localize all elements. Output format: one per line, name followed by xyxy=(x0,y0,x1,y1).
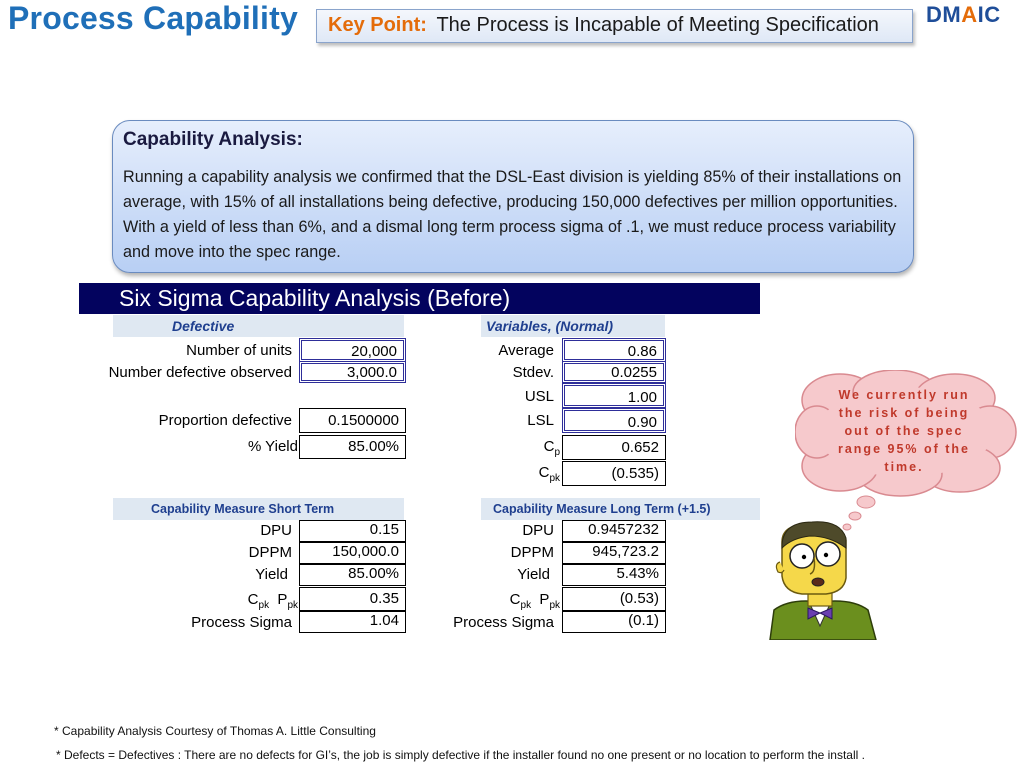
key-point-banner xyxy=(316,9,913,43)
lsl-label: LSL xyxy=(527,412,554,429)
stdev-value: 0.0255 xyxy=(562,361,666,383)
lt-yield-value: 5.43% xyxy=(562,564,666,586)
yield-value: 85.00% xyxy=(299,435,406,459)
lt-cpk-value: (0.53) xyxy=(562,587,666,611)
page-title: Process Capability xyxy=(8,0,298,36)
cpk-label: $C_{pk}$ xyxy=(538,464,560,484)
capability-analysis-box xyxy=(112,120,914,273)
cp-label: $C_p$ xyxy=(543,438,560,458)
usl-value: 1.00 xyxy=(562,383,666,408)
lt-dpu-label: DPU xyxy=(522,522,554,539)
proportion-value: 0.1500000 xyxy=(299,408,406,433)
average-value: 0.86 xyxy=(562,338,666,362)
lt-yield-label: Yield xyxy=(517,566,550,583)
st-cpk-ppk-label: $C_{pk}$ $P_{pk}$ xyxy=(247,591,298,611)
short-term-header: Capability Measure Short Term xyxy=(113,498,404,520)
stdev-label: Stdev. xyxy=(512,364,554,381)
average-label: Average xyxy=(498,342,554,359)
usl-label: USL xyxy=(524,388,554,405)
table-banner: Six Sigma Capability Analysis (Before) xyxy=(79,283,760,314)
lt-sigma-label: Process Sigma xyxy=(453,614,554,631)
logo-a: A xyxy=(961,2,978,27)
cp-value: 0.652 xyxy=(562,435,666,460)
lt-cpk-ppk-label: $C_{pk}$ $P_{pk}$ xyxy=(509,591,560,611)
cpk-value: (0.535) xyxy=(562,461,666,486)
capability-analysis-body: Running a capability analysis we confirmed that the DSL-East division is yielding 85% of their installations on average, with 15% of all installations being defective, producing 150,000 defectives per million opportunities. With a yield of less than 6%, and a dismal long term process sigma of .1, we must reduce process variability and move into the spec range. xyxy=(123,168,902,261)
lt-dppm-value: 945,723.2 xyxy=(562,542,666,564)
key-point-text: The Process is Incapable of Meeting Specification xyxy=(436,14,879,36)
units-label: Number of units xyxy=(186,342,292,359)
key-point-label: Key Point: xyxy=(328,14,427,36)
logo-dm: DM xyxy=(926,2,962,27)
defective-header: Defective xyxy=(113,315,404,337)
st-sigma-value: 1.04 xyxy=(299,611,406,633)
capability-analysis-title: Capability Analysis: xyxy=(123,129,303,150)
st-dpu-label: DPU xyxy=(260,522,292,539)
st-dppm-value: 150,000.0 xyxy=(299,542,406,564)
units-value: 20,000 xyxy=(299,338,406,362)
st-yield-value: 85.00% xyxy=(299,564,406,586)
observed-value: 3,000.0 xyxy=(299,361,406,383)
observed-label: Number defective observed xyxy=(108,364,292,381)
lt-dppm-label: DPPM xyxy=(510,544,554,561)
st-dpu-value: 0.15 xyxy=(299,520,406,542)
footnote-courtesy: * Capability Analysis Courtesy of Thomas A. Little Consulting xyxy=(54,724,376,738)
st-dppm-label: DPPM xyxy=(248,544,292,561)
dmaic-logo xyxy=(926,2,1001,28)
long-term-header: Capability Measure Long Term (+1.5) xyxy=(481,498,760,520)
thought-bubble-text: We currently run the risk of being out of the spec range 95% of the time. xyxy=(837,388,971,474)
logo-ic: IC xyxy=(977,2,1001,27)
footnote-defects: * Defects = Defectives : There are no defects for GI’s, the job is simply defective if the installer found no one present or no location to perform the install . xyxy=(56,748,865,762)
st-yield-label: Yield xyxy=(255,566,288,583)
st-sigma-label: Process Sigma xyxy=(191,614,292,631)
yield-label: % Yield xyxy=(247,438,298,455)
cartoon-character-illustration xyxy=(760,518,878,640)
lsl-value: 0.90 xyxy=(562,408,666,433)
lt-sigma-value: (0.1) xyxy=(562,611,666,633)
proportion-label: Proportion defective xyxy=(158,412,292,429)
variables-header: Variables, (Normal) xyxy=(481,315,665,337)
lt-dpu-value: 0.9457232 xyxy=(562,520,666,542)
st-cpk-value: 0.35 xyxy=(299,587,406,611)
